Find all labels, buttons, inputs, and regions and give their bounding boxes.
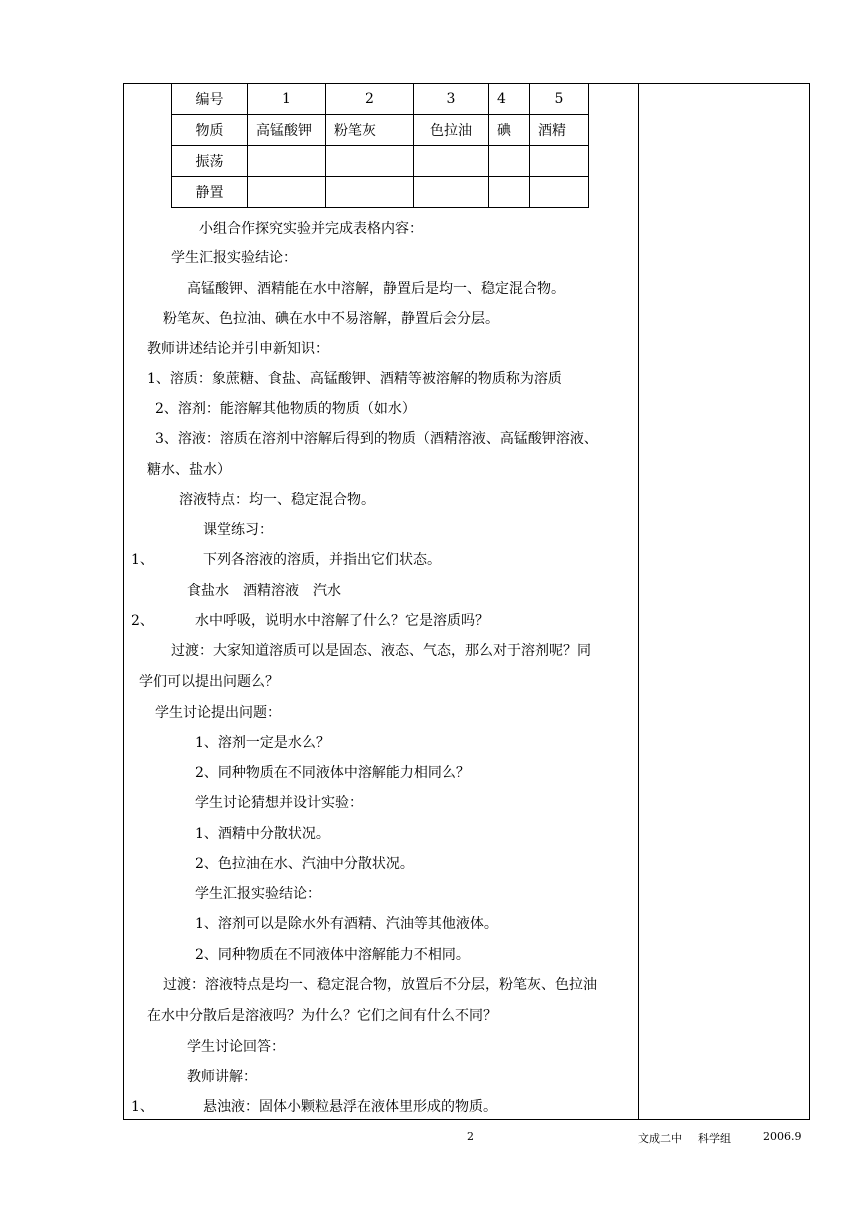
table-cell	[414, 177, 489, 208]
table-cell	[326, 177, 414, 208]
table-cell: 5	[530, 84, 589, 115]
table-cell: 2	[326, 84, 414, 115]
table-cell	[489, 146, 530, 177]
footer-group: 科学组	[698, 1132, 731, 1145]
section-heading: 教师讲述结论并引申新知识：	[147, 341, 329, 357]
paragraph-text: 学们可以提出问题么？	[139, 674, 279, 690]
list-number: 1、	[131, 1099, 154, 1115]
column-divider	[638, 83, 639, 1120]
table-cell: 1	[248, 84, 326, 115]
paragraph-text: 在水中分散后是溶液吗？为什么？它们之间有什么不同？	[147, 1008, 497, 1024]
table-row	[172, 84, 589, 115]
paragraph-text: 糖水、盐水）	[147, 462, 231, 478]
table-cell: 高锰酸钾	[248, 115, 326, 146]
definition-suspension: 悬浊液：固体小颗粒悬浮在液体里形成的物质。	[203, 1099, 497, 1115]
definition-solvent: 2、溶剂：能溶解其他物质的物质（如水）	[155, 401, 416, 417]
section-heading: 教师讲解：	[187, 1069, 257, 1085]
page-number: 2	[467, 1130, 474, 1143]
paragraph-text: 溶液特点：均一、稳定混合物。	[179, 492, 375, 508]
table-cell	[414, 146, 489, 177]
table-row	[172, 115, 589, 146]
footer-school: 文成二中	[638, 1132, 682, 1145]
exercise-text: 下列各溶液的溶质，并指出它们状态。	[203, 552, 441, 568]
section-heading: 课堂练习：	[203, 522, 273, 538]
list-item: 2、色拉油在水、汽油中分散状况。	[195, 856, 414, 872]
table-cell: 4	[489, 84, 530, 115]
table-cell	[530, 177, 589, 208]
list-item: 2、同种物质在不同液体中溶解能力相同么？	[195, 765, 470, 781]
list-item: 2、同种物质在不同液体中溶解能力不相同。	[195, 947, 470, 963]
list-item: 1、溶剂一定是水么？	[195, 735, 330, 751]
section-heading: 学生讨论猜想并设计实验：	[195, 795, 363, 811]
paragraph-text: 过渡：溶液特点是均一、稳定混合物，放置后不分层，粉笔灰、色拉油	[163, 977, 597, 993]
paragraph-text: 高锰酸钾、酒精能在水中溶解，静置后是均一、稳定混合物。	[187, 281, 565, 297]
instruction-text: 小组合作探究实验并完成表格内容：	[199, 221, 423, 237]
list-item: 1、酒精中分散状况。	[195, 826, 330, 842]
table-cell: 物质	[172, 115, 248, 146]
definition-solution: 3、溶液：溶质在溶剂中溶解后得到的物质（酒精溶液、高锰酸钾溶液、	[155, 431, 598, 447]
section-heading: 学生讨论回答：	[187, 1039, 285, 1055]
section-heading: 学生汇报实验结论：	[171, 250, 297, 266]
exercise-text: 食盐水 酒精溶液 汽水	[187, 583, 341, 599]
table-cell: 色拉油	[414, 115, 489, 146]
table-cell: 碘	[489, 115, 530, 146]
paragraph-text: 过渡：大家知道溶质可以是固态、液态、气态，那么对于溶剂呢？同	[171, 643, 591, 659]
paragraph-text: 粉笔灰、色拉油、碘在水中不易溶解，静置后会分层。	[163, 311, 499, 327]
table-cell: 粉笔灰	[326, 115, 414, 146]
table-cell: 编号	[172, 84, 248, 115]
section-heading: 学生讨论提出问题：	[155, 705, 281, 721]
exercise-text: 水中呼吸，说明水中溶解了什么？它是溶质吗？	[195, 613, 489, 629]
section-heading: 学生汇报实验结论：	[195, 886, 321, 902]
table-cell: 酒精	[530, 115, 589, 146]
table-cell	[530, 146, 589, 177]
table-row	[172, 177, 589, 208]
footer-date: 2006.9	[763, 1130, 802, 1143]
table-cell	[489, 177, 530, 208]
table-cell	[248, 146, 326, 177]
experiment-table	[171, 83, 589, 208]
table-cell: 3	[414, 84, 489, 115]
table-cell: 静置	[172, 177, 248, 208]
list-number: 2、	[131, 613, 154, 629]
table-cell	[248, 177, 326, 208]
definition-solute: 1、溶质：象蔗糖、食盐、高锰酸钾、酒精等被溶解的物质称为溶质	[147, 371, 562, 387]
table-cell: 振荡	[172, 146, 248, 177]
table-cell	[326, 146, 414, 177]
list-item: 1、溶剂可以是除水外有酒精、汽油等其他液体。	[195, 916, 498, 932]
table-row	[172, 146, 589, 177]
list-number: 1、	[131, 552, 154, 568]
